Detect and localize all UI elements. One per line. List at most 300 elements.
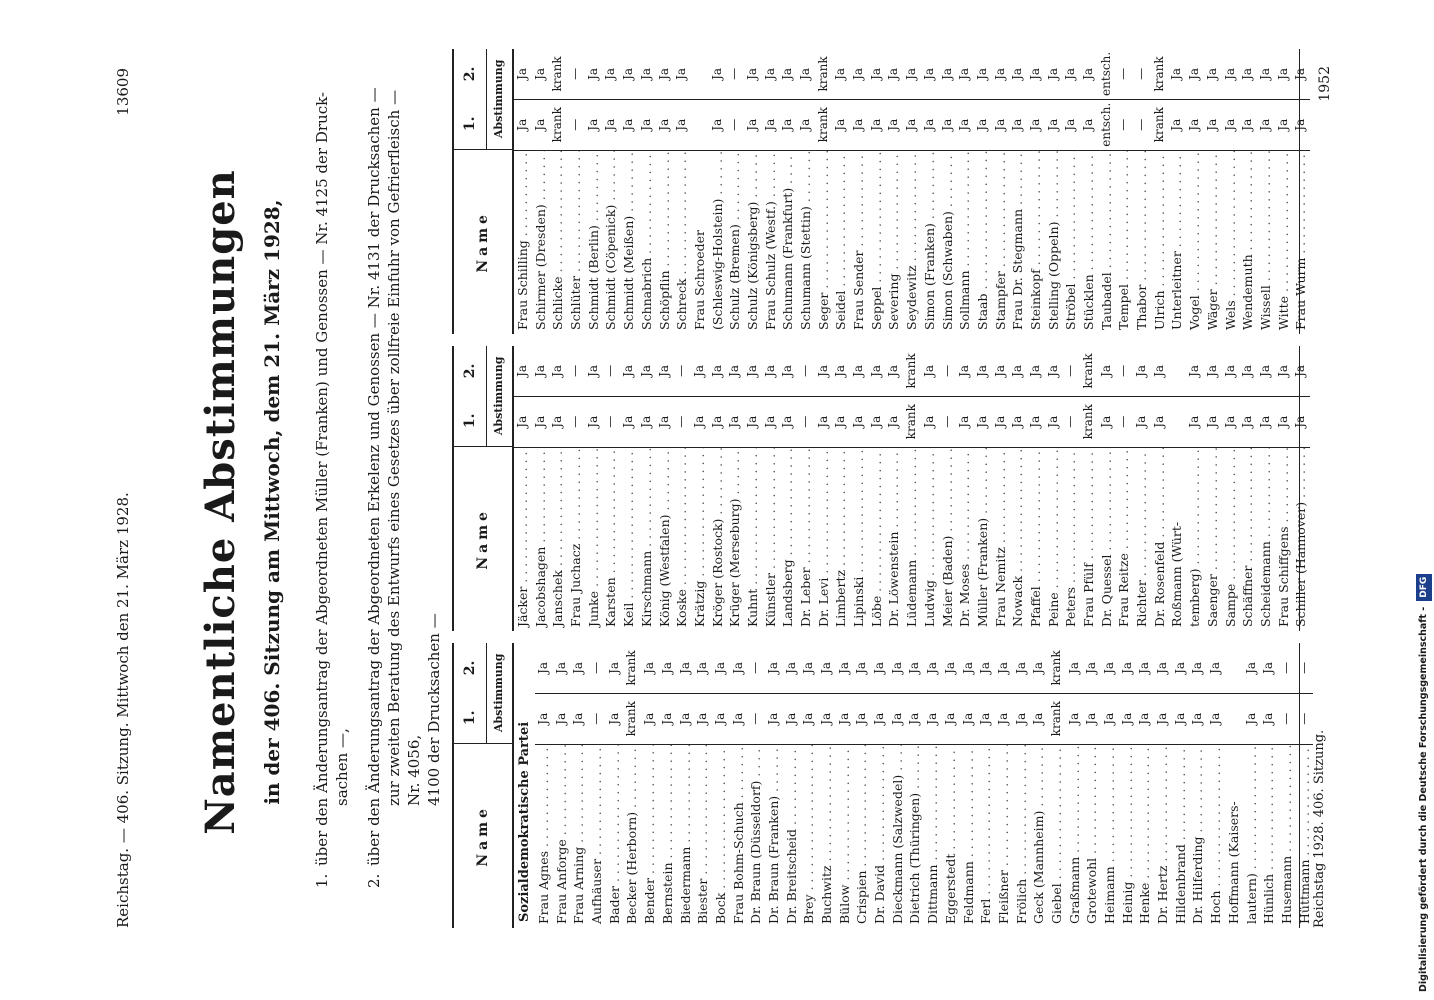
member-name: lautern) . . . — [1243, 744, 1261, 928]
table-row — [673, 346, 691, 631]
vote-1-value: Ja — [1189, 693, 1207, 744]
vote-1-value: — — [939, 396, 957, 447]
table-row — [677, 643, 695, 928]
table-row — [532, 346, 550, 631]
vote-1-value: — — [747, 693, 765, 744]
table-row — [1222, 49, 1240, 334]
vote-1-value: Ja — [1136, 693, 1154, 744]
table-row — [712, 643, 730, 928]
vote-item-number: 1. — [313, 873, 331, 888]
vote-1-value: Ja — [620, 99, 638, 150]
table-row — [885, 346, 903, 631]
column-header — [454, 346, 514, 631]
member-name: Keil . . . — [620, 447, 638, 631]
member-name: Kirschmann . . . — [638, 447, 656, 631]
vote-1-value: — — [726, 99, 744, 150]
table-row — [1027, 346, 1045, 631]
vote-2-value: Ja — [1187, 364, 1202, 377]
vote-1-value: Ja — [726, 396, 744, 447]
member-name: Kuhnt . . . — [744, 447, 762, 631]
member-name: Schmidt (Cöpenick) . . . — [602, 150, 620, 334]
header-name: Name — [454, 743, 512, 928]
vote-2-value: Ja — [656, 67, 671, 80]
vote-1-value: Ja — [1172, 693, 1190, 744]
table-row — [903, 346, 921, 631]
member-name: Scheidemann . . . — [1257, 447, 1275, 631]
table-row — [1154, 643, 1172, 928]
vote-2-value: Ja — [921, 67, 936, 80]
member-name: Unterleitner . . . — [1168, 150, 1186, 334]
vote-1-value: Ja — [974, 99, 992, 150]
vote-2-value: Ja — [536, 661, 550, 674]
member-name: Janschek . . . — [549, 447, 567, 631]
vote-1-value: Ja — [1154, 693, 1172, 744]
table-row — [1133, 346, 1151, 631]
vote-2-value: Ja — [1257, 364, 1272, 377]
vote-1-value: Ja — [942, 693, 960, 744]
vote-2-value: Ja — [695, 661, 710, 674]
table-row — [744, 49, 762, 334]
vote-1-value: Ja — [656, 396, 674, 447]
vote-2-value: Ja — [1102, 661, 1116, 674]
vote-2-value: Ja — [585, 67, 600, 80]
member-name: Schiller (Hannover) . . . — [1292, 447, 1310, 631]
vote-1-value: Ja — [1239, 99, 1257, 150]
vote-1-value: — — [673, 396, 691, 447]
vote-1-value: Ja — [673, 99, 691, 150]
vote-1-value: Ja — [992, 396, 1010, 447]
member-name: Karsten . . . — [602, 447, 620, 631]
vote-1-value: Ja — [956, 396, 974, 447]
vote-1-value: Ja — [783, 693, 801, 744]
vote-2-value: Ja — [674, 67, 689, 80]
member-name: Ströbel . . . — [1062, 150, 1080, 334]
running-header — [114, 68, 136, 928]
member-name: Krüger (Merseburg) . . . — [726, 447, 744, 631]
table-row — [1292, 49, 1310, 334]
vote-1-value: Ja — [765, 693, 783, 744]
vote-1-value: Ja — [1222, 99, 1240, 150]
header-vote-2: 2. — [462, 660, 478, 676]
table-row — [921, 49, 939, 334]
vote-2-value: Ja — [515, 67, 529, 80]
vote-2-value: — — [748, 661, 763, 674]
vote-2-value: Ja — [1066, 661, 1081, 674]
table-row — [924, 643, 942, 928]
vote-2-value — [1168, 346, 1186, 396]
vote-1-value: Ja — [535, 693, 553, 744]
table-row — [535, 643, 553, 928]
member-name: Sollmann . . . — [956, 150, 974, 334]
vote-2-value: krank — [904, 353, 919, 389]
vote-2-value: Ja — [889, 661, 904, 674]
table-row — [1168, 49, 1186, 334]
vote-2-value — [691, 49, 709, 99]
vote-2-value: Ja — [798, 67, 812, 80]
vote-column-2 — [452, 346, 1309, 631]
table-row — [514, 49, 532, 334]
header-vote-label: Abstimmung — [492, 59, 505, 139]
member-name: Frau Wurm . . . — [1292, 150, 1310, 334]
member-name: Frau Schilling . . . — [514, 150, 532, 334]
member-name: Graßmann . . . — [1066, 744, 1084, 928]
member-name: Hoffmann (Kaisers- — [1225, 744, 1243, 928]
vote-1-value: Ja — [712, 693, 730, 744]
member-name: Stelling (Oppeln) . . . — [1045, 150, 1063, 334]
vote-1-value: Ja — [1030, 693, 1048, 744]
table-row — [1275, 49, 1293, 334]
member-name: Vogel . . . — [1186, 150, 1204, 334]
member-name: Dieckmann (Salzwedel) . . . — [889, 744, 907, 928]
vote-1-value: — — [602, 396, 620, 447]
vote-2-value: Ja — [765, 661, 780, 674]
vote-2-value: Ja — [1240, 67, 1255, 80]
table-row — [956, 49, 974, 334]
table-row — [1239, 49, 1257, 334]
vote-1-value: Ja — [1275, 99, 1293, 150]
vote-1-value: Ja — [779, 99, 797, 150]
vote-2-value: Ja — [712, 661, 727, 674]
member-name: Nowack . . . — [1009, 447, 1027, 631]
member-name: Biester . . . — [694, 744, 712, 928]
vote-2-value: Ja — [762, 67, 777, 80]
vote-2-value: Ja — [1031, 661, 1046, 674]
vote-2-value: Ja — [978, 661, 993, 674]
vote-2-value: Ja — [709, 67, 724, 80]
table-row — [1115, 49, 1133, 334]
member-name: Künstler . . . — [762, 447, 780, 631]
vote-1-value: entsch. — [1098, 99, 1116, 150]
vote-1-value: Ja — [1045, 396, 1063, 447]
table-row — [853, 643, 871, 928]
table-row — [1083, 643, 1101, 928]
member-name: Limbertz . . . — [832, 447, 850, 631]
vote-items — [312, 68, 456, 888]
member-name: Frau Arning . . . — [570, 744, 588, 928]
table-row — [1098, 346, 1116, 631]
table-row — [691, 49, 709, 334]
vote-2-value: Ja — [886, 67, 901, 80]
vote-2-value: Ja — [851, 67, 866, 80]
member-name: Bernstein . . . — [659, 744, 677, 928]
member-name: Heimann . . . — [1101, 744, 1119, 928]
table-row — [549, 49, 567, 334]
table-row — [974, 49, 992, 334]
vote-1-value: Ja — [1083, 693, 1101, 744]
vote-1-value: Ja — [836, 693, 854, 744]
vote-1-value: Ja — [585, 396, 603, 447]
vote-2-value: Ja — [1027, 364, 1042, 377]
table-row — [779, 49, 797, 334]
vote-2-value: Ja — [780, 364, 795, 377]
table-row — [1080, 346, 1098, 631]
table-row — [992, 346, 1010, 631]
member-name: Peters . . . — [1062, 447, 1080, 631]
vote-1-value: Ja — [1260, 693, 1278, 744]
table-row — [832, 49, 850, 334]
table-row — [532, 49, 550, 334]
vote-1-value: Ja — [1168, 99, 1186, 150]
vote-item-continuation: sachen —, — [333, 728, 351, 806]
page-title: Namentliche Abstimmungen — [197, 169, 244, 835]
member-name: Landsberg . . . — [779, 447, 797, 631]
table-row — [832, 346, 850, 631]
table-row — [659, 643, 677, 928]
member-name: Dr. Moses . . . — [956, 447, 974, 631]
vote-2-value: Ja — [854, 661, 869, 674]
table-row — [709, 346, 727, 631]
vote-2-value: — — [1116, 364, 1131, 377]
vote-1-value: Ja — [1098, 396, 1116, 447]
vote-2-value: Ja — [1010, 364, 1025, 377]
vote-1-value: Ja — [709, 396, 727, 447]
vote-2-value: — — [798, 364, 812, 377]
table-row — [818, 643, 836, 928]
member-name: Wissell . . . — [1257, 150, 1275, 334]
member-name: Feldmann . . . — [960, 744, 978, 928]
vote-2-value: Ja — [1261, 661, 1276, 674]
vote-2-value: Ja — [904, 67, 919, 80]
vote-1-value: Ja — [606, 693, 624, 744]
member-name: Koske . . . — [673, 447, 691, 631]
vote-2-value: Ja — [1187, 67, 1202, 80]
vote-2-value: Ja — [1084, 661, 1099, 674]
vote-1-value: Ja — [1239, 396, 1257, 447]
table-row — [1189, 643, 1207, 928]
table-row — [903, 49, 921, 334]
table-row — [977, 643, 995, 928]
vote-item-text: über den Änderungsantrag der Abgeordneten Müller (Franken) und Genossen — Nr. 4125 der Druck- — [313, 92, 331, 866]
table-row — [726, 346, 744, 631]
table-row — [620, 49, 638, 334]
vote-column-3 — [452, 49, 1309, 334]
table-row — [921, 346, 939, 631]
table-row — [1225, 643, 1243, 928]
vote-1-value: Ja — [868, 396, 886, 447]
table-row — [1030, 643, 1048, 928]
vote-1-value: Ja — [762, 396, 780, 447]
table-row — [974, 346, 992, 631]
vote-1-value: Ja — [1080, 99, 1098, 150]
table-row — [1186, 49, 1204, 334]
header-vote-2: 2. — [462, 363, 478, 379]
vote-1-value: Ja — [659, 693, 677, 744]
header-vote-label: Abstimmung — [492, 356, 505, 436]
table-row — [1260, 643, 1278, 928]
vote-2-value: Ja — [819, 661, 833, 674]
member-name: Dr. Breitscheid . . . — [783, 744, 801, 928]
vote-1-value: Ja — [656, 99, 674, 150]
table-row — [691, 346, 709, 631]
table-row — [602, 346, 620, 631]
vote-2-value: Ja — [1204, 364, 1219, 377]
rotated-sheet — [22, 36, 1382, 968]
vote-1-value: Ja — [832, 396, 850, 447]
vote-1-value: Ja — [885, 396, 903, 447]
member-name: Tempel . . . — [1115, 150, 1133, 334]
vote-1-value: Ja — [744, 396, 762, 447]
table-row — [641, 643, 659, 928]
member-name: Aufhäuser . . . — [588, 744, 606, 928]
table-row — [1257, 346, 1275, 631]
vote-1-value: Ja — [1222, 396, 1240, 447]
member-name: Frau Juchacz . . . — [567, 447, 585, 631]
vote-1-value: Ja — [1027, 396, 1045, 447]
table-row — [956, 346, 974, 631]
member-name: Junke . . . — [585, 447, 603, 631]
vote-1-value: Ja — [868, 99, 886, 150]
vote-2-value: Ja — [780, 67, 795, 80]
table-row — [868, 346, 886, 631]
vote-2-value: Ja — [550, 364, 565, 377]
table-row — [800, 643, 818, 928]
member-name: Schumann (Stettin) . . . — [797, 150, 815, 334]
vote-1-value: Ja — [956, 99, 974, 150]
table-row — [694, 643, 712, 928]
member-name: Pfaffel . . . — [1027, 447, 1045, 631]
vote-2-value: Ja — [995, 661, 1010, 674]
table-row — [889, 643, 907, 928]
vote-1-value: Ja — [924, 693, 942, 744]
vote-2-value: Ja — [659, 661, 674, 674]
vote-2-value: Ja — [1208, 661, 1223, 674]
vote-1-value: — — [1278, 693, 1296, 744]
table-row — [1168, 346, 1186, 631]
member-name: Seger . . . — [815, 150, 833, 334]
member-name: Wendemuth . . . — [1239, 150, 1257, 334]
member-name: Henke . . . — [1136, 744, 1154, 928]
table-row — [730, 643, 748, 928]
vote-item-text: über den Änderungsantrag der Abgeordneten Erkelenz und Genossen — Nr. 4131 der Drucksachen — — [365, 87, 383, 866]
table-row — [995, 643, 1013, 928]
member-name: Jäcker . . . — [514, 447, 532, 631]
vote-2-value: Ja — [621, 67, 636, 80]
vote-2-value: Ja — [744, 67, 759, 80]
table-row — [1009, 49, 1027, 334]
member-name: Becker (Herborn) . . . — [623, 744, 641, 928]
table-row — [1151, 49, 1169, 334]
vote-1-value: — — [1115, 99, 1133, 150]
member-name: Dr. David . . . — [871, 744, 889, 928]
table-row — [1062, 346, 1080, 631]
table-row — [850, 49, 868, 334]
vote-tables — [452, 48, 1312, 928]
member-name: Frau Agnes . . . — [535, 744, 553, 928]
vote-2-value: Ja — [1098, 364, 1113, 377]
vote-2-value: Ja — [957, 67, 972, 80]
table-row — [797, 49, 815, 334]
vote-1-value: Ja — [818, 693, 836, 744]
member-name: Bock . . . — [712, 744, 730, 928]
vote-2-value: Ja — [992, 67, 1007, 80]
vote-1-value: Ja — [514, 99, 532, 150]
vote-2-value: Ja — [836, 661, 851, 674]
table-row — [553, 643, 571, 928]
table-row — [1013, 643, 1031, 928]
vote-2-value: Ja — [886, 364, 901, 377]
member-name: Husemann . . . — [1278, 744, 1296, 928]
vote-1-value: krank — [623, 693, 641, 744]
table-row — [638, 49, 656, 334]
vote-2-value: krank — [1048, 650, 1063, 686]
vote-1-value: Ja — [921, 396, 939, 447]
vote-1-value: Ja — [553, 693, 571, 744]
member-name: Schlüter . . . — [567, 150, 585, 334]
member-name: Steinkopf . . . — [1027, 150, 1045, 334]
vote-item-continuation-2: 4100 der Drucksachen — — [425, 613, 443, 806]
member-name: Crispien . . . — [853, 744, 871, 928]
member-name: Jacobshagen . . . — [532, 447, 550, 631]
dfg-credit — [1416, 8, 1432, 992]
member-name: Frau Schroeder — [691, 150, 709, 334]
vote-2-value: Ja — [921, 364, 936, 377]
member-name: Kröger (Rostock) . . . — [709, 447, 727, 631]
member-name: Frau Reitze . . . — [1115, 447, 1133, 631]
member-name: Bender . . . — [641, 744, 659, 928]
vote-2-value: Ja — [939, 67, 954, 80]
vote-2-value: entsch. — [1098, 51, 1113, 96]
vote-1-value: Ja — [906, 693, 924, 744]
vote-1-value: Ja — [744, 99, 762, 150]
page-footer: Reichstag 1928. 406. Sitzung. — [1312, 729, 1327, 928]
member-name: König (Westfalen) . . . — [656, 447, 674, 631]
member-name: Schirmer (Dresden) . . . — [532, 150, 550, 334]
vote-2-value: Ja — [532, 67, 547, 80]
vote-1-value: Ja — [570, 693, 588, 744]
table-row — [779, 346, 797, 631]
vote-1-value: Ja — [1045, 99, 1063, 150]
table-row — [1119, 643, 1137, 928]
vote-1-value: Ja — [691, 396, 709, 447]
table-row — [850, 346, 868, 631]
vote-2-value: Ja — [833, 67, 848, 80]
vote-1-value: Ja — [832, 99, 850, 150]
table-row — [588, 643, 606, 928]
vote-2-value: Ja — [1169, 67, 1184, 80]
vote-1-value: Ja — [977, 693, 995, 744]
vote-2-value: Ja — [957, 364, 972, 377]
member-name: Frau Anforge . . . — [553, 744, 571, 928]
header-left: Reichstag. — 406. Sitzung. Mittwoch den 21. März 1928. — [114, 492, 132, 928]
vote-item-continuation: zur zweiten Beratung des Entwurfs eines Gesetzes über zollfreie Einfuhr von Gefrierfleisch — Nr. 4056, — [385, 89, 423, 806]
vote-2-value: Ja — [801, 661, 816, 674]
table-row — [549, 346, 567, 631]
vote-1-value: Ja — [1275, 396, 1293, 447]
vote-item-2 — [364, 68, 444, 888]
page-subtitle: in der 406. Sitzung am Mittwoch, dem 21. März 1928, — [260, 199, 284, 805]
vote-2-value: Ja — [1293, 67, 1308, 80]
vote-1-value: Ja — [1243, 693, 1261, 744]
table-row — [797, 346, 815, 631]
member-name: Stampfer . . . — [992, 150, 1010, 334]
member-name: Frau Schiffgens . . . — [1275, 447, 1293, 631]
table-row — [1098, 49, 1116, 334]
vote-2-value: Ja — [1204, 67, 1219, 80]
vote-1-value: — — [588, 693, 606, 744]
table-row — [1278, 643, 1296, 928]
vote-1-value: Ja — [1009, 99, 1027, 150]
vote-2-value: — — [1278, 661, 1293, 674]
table-row — [815, 49, 833, 334]
member-name: Heinig . . . — [1119, 744, 1137, 928]
vote-1-value: krank — [549, 99, 567, 150]
member-name: Grotewohl . . . — [1083, 744, 1101, 928]
vote-1-value: Ja — [709, 99, 727, 150]
vote-1-value: Ja — [1062, 99, 1080, 150]
member-name: Schulz (Bremen) . . . — [726, 150, 744, 334]
header-vote-1: 1. — [462, 710, 478, 726]
table-row — [1275, 346, 1293, 631]
